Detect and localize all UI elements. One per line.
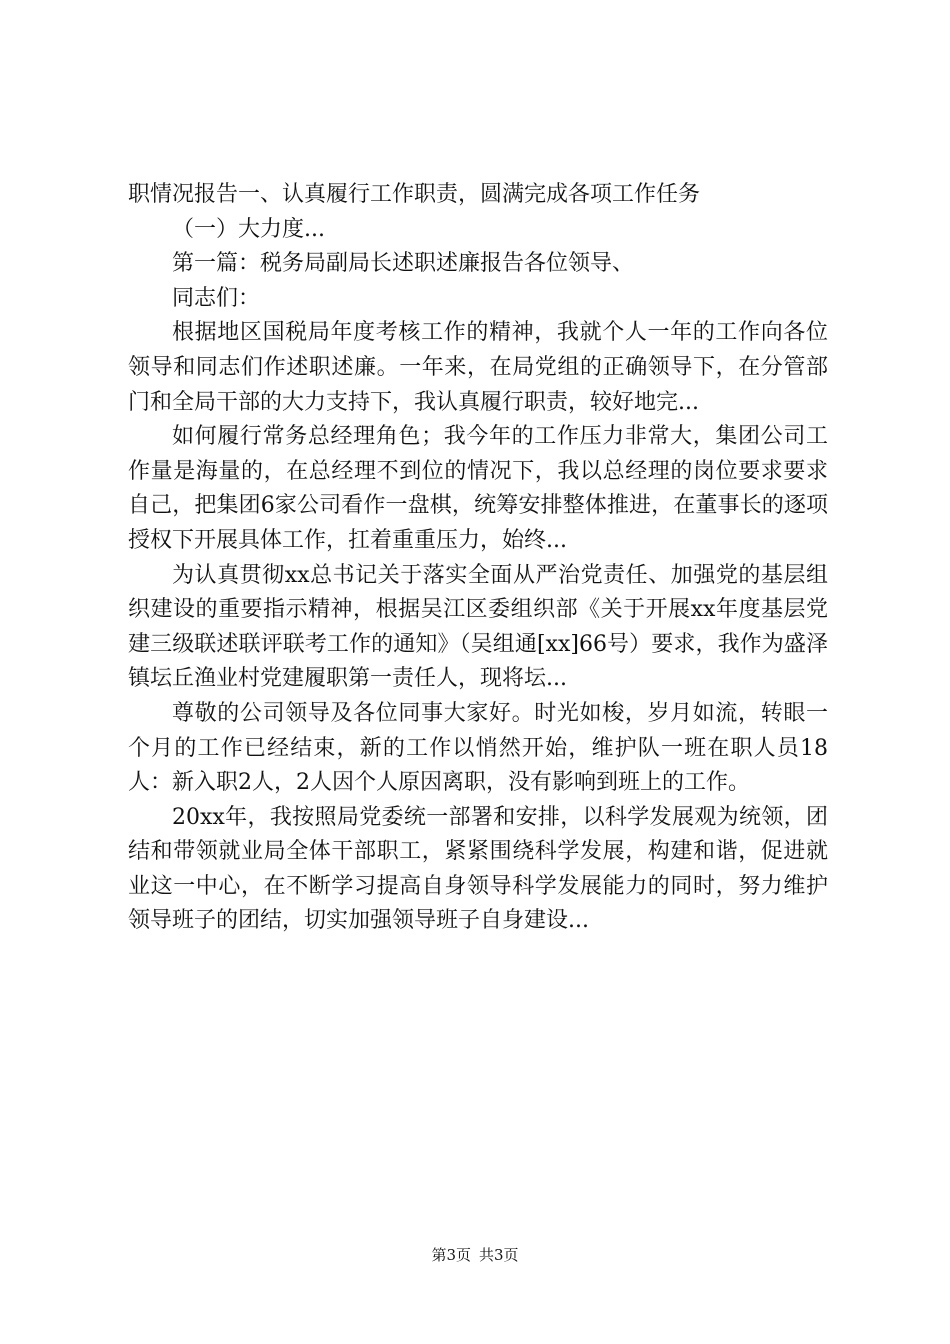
paragraph: 职情况报告一、认真履行工作职责，圆满完成各项工作任务: [128, 182, 701, 207]
paragraph: 第一篇：税务局副局长述职述廉报告各位领导、: [172, 251, 635, 277]
paragraph: 同志们：: [172, 285, 261, 311]
document-body: [128, 178, 828, 939]
page-number: 第3页: [431, 1246, 471, 1264]
paragraph: （一）大力度...: [172, 216, 325, 242]
page-total: 共3页: [479, 1246, 519, 1264]
paragraph: 尊敬的公司领导及各位同事大家好。时光如梭，岁月如流，转眼一个月的工作已经结束，新的工作以悄然开始，维护队一班在职人员18人：新入职2人，2人因个人原因离职，没有影响到班上的工作。: [128, 700, 828, 796]
paragraph: 20xx年，我按照局党委统一部署和安排，以科学发展观为统领，团结和带领就业局全体干部职工，紧紧围绕科学发展，构建和谐，促进就业这一中心，在不断学习提高自身领导科学发展能力的同时，努力维护领导班子的团结，切实加强领导班子自身建设...: [128, 804, 828, 934]
paragraph: 为认真贯彻xx总书记关于落实全面从严治党责任、加强党的基层组织建设的重要指示精神，根据吴江区委组织部《关于开展xx年度基层党建三级联述联评联考工作的通知》（吴组通[xx]66号）要求，我作为盛泽镇坛丘渔业村党建履职第一责任人，现将坛...: [128, 562, 828, 692]
paragraph: 如何履行常务总经理角色；我今年的工作压力非常大，集团公司工作量是海量的，在总经理不到位的情况下，我以总经理的岗位要求要求自己，把集团6家公司看作一盘棋，统筹安排整体推进，在董事长的逐项授权下开展具体工作，扛着重重压力，始终...: [128, 424, 828, 553]
paragraph: 根据地区国税局年度考核工作的精神，我就个人一年的工作向各位领导和同志们作述职述廉。一年来，在局党组的正确领导下，在分管部门和全局干部的大力支持下，我认真履行职责，较好地完...: [128, 320, 828, 415]
page-footer: [0, 1244, 950, 1265]
